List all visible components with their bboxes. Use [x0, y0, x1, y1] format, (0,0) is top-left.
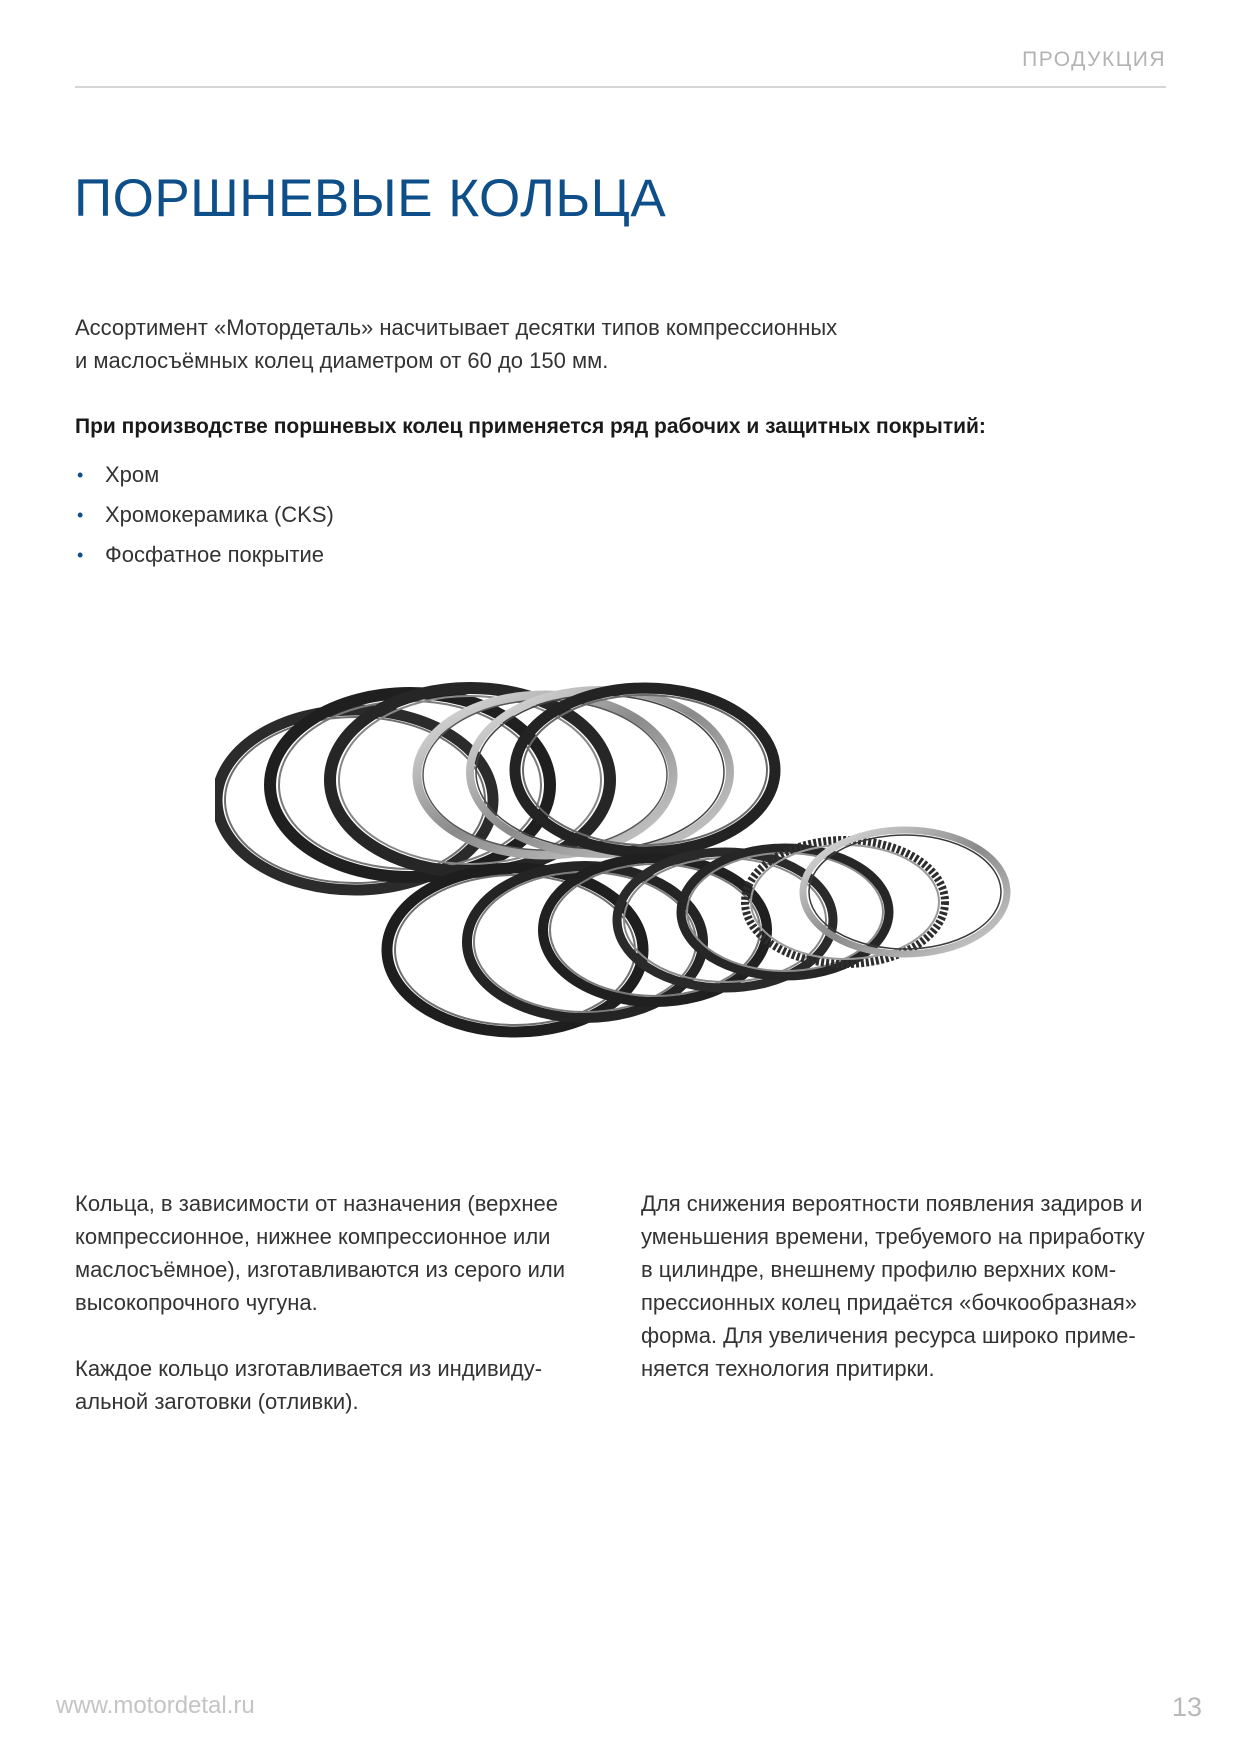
- list-item: [75, 498, 334, 538]
- coating-name: Фосфатное покрытие: [105, 542, 325, 567]
- text-line: Для снижения вероятности появления задиров и: [641, 1191, 1143, 1216]
- intro-line: и маслосъёмных колец диаметром от 60 до 150 мм.: [75, 348, 609, 373]
- text-line: няется технология притирки.: [641, 1356, 935, 1381]
- coating-name: Хром: [105, 462, 160, 487]
- bullet-icon: •: [77, 505, 84, 525]
- list-item: [75, 538, 334, 578]
- text-line: Кольца, в зависимости от назначения (верхнее: [75, 1191, 558, 1216]
- text-line: компрессионное, нижнее компрессионное или: [75, 1224, 551, 1249]
- left-text-column: [75, 1187, 605, 1418]
- text-line: форма. Для увеличения ресурса широко приме-: [641, 1323, 1136, 1348]
- coatings-list: [75, 458, 334, 578]
- text-line: прессионных колец придаётся «бочкообразная»: [641, 1290, 1137, 1315]
- list-item: [75, 458, 334, 498]
- text-line: Каждое кольцо изготавливается из индивиду-: [75, 1356, 543, 1381]
- bullet-icon: •: [77, 545, 84, 565]
- page-number: 13: [1171, 1692, 1202, 1722]
- text-line: высокопрочного чугуна.: [75, 1290, 318, 1315]
- page-title: ПОРШНЕВЫЕ КОЛЬЦА: [74, 169, 667, 228]
- intro-paragraph: [75, 311, 837, 377]
- header-divider: [75, 86, 1166, 88]
- text-line: маслосъёмное), изготавливаются из серого или: [75, 1257, 566, 1282]
- footer-website-link[interactable]: www.motordetal.ru: [56, 1692, 255, 1719]
- coatings-heading: При производстве поршневых колец применяется ряд рабочих и защитных покрытий:: [75, 415, 986, 438]
- text-line: уменьшения времени, требуемого на приработку: [641, 1224, 1145, 1249]
- piston-rings-photo: [215, 680, 1045, 1060]
- intro-line: Ассортимент «Мотордеталь» насчитывает десятки типов компрессионных: [75, 315, 838, 340]
- text-line: в цилиндре, внешнему профилю верхних ком-: [641, 1257, 1117, 1282]
- paragraph-gap: [75, 1319, 605, 1352]
- section-label: ПРОДУКЦИЯ: [1022, 48, 1166, 71]
- coating-name: Хромокерамика (CKS): [105, 502, 334, 527]
- bullet-icon: •: [77, 465, 84, 485]
- text-line: альной заготовки (отливки).: [75, 1389, 359, 1414]
- right-text-column: [641, 1187, 1171, 1385]
